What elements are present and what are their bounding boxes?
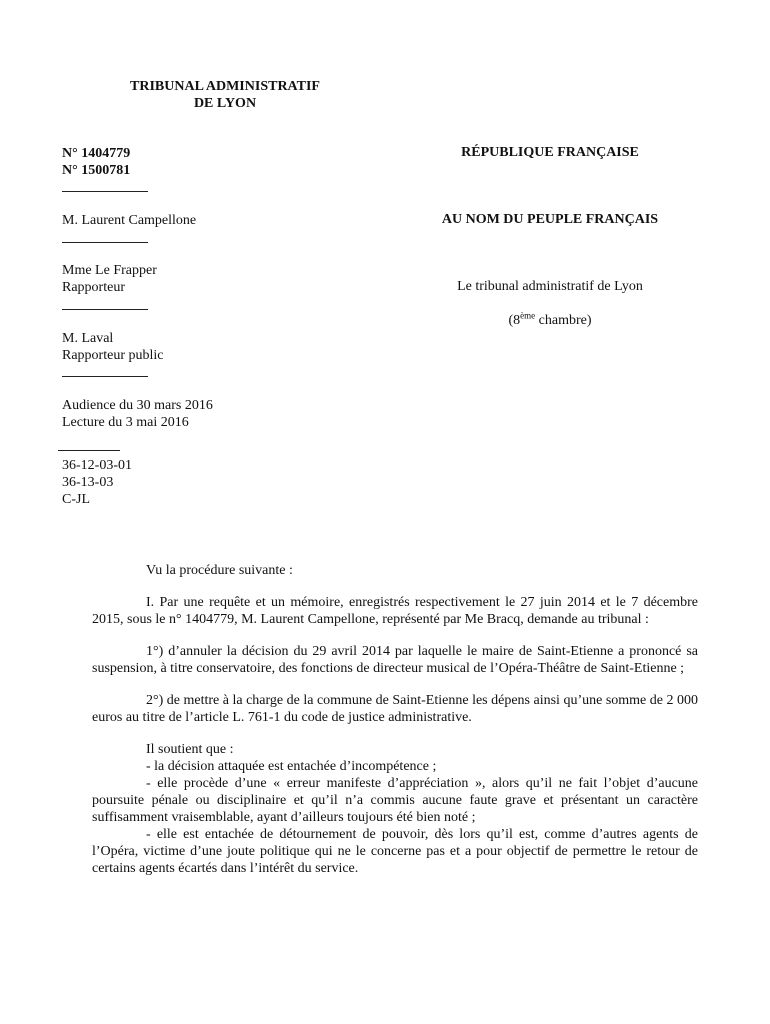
divider [62,191,148,192]
court-name-line2: DE LYON [193,96,257,111]
paragraph-claim-1: 1°) d’annuler la décision du 29 avril 2014 par laquelle le maire de Saint-Etienne a prononcé sa suspension, à titre conservatoire, des fonctions de directeur musical de l’Opéra-Théâtre de Saint-Etienne ; [92,644,698,676]
arguments-intro: Il soutient que : [146,742,234,757]
chamber-line [400,310,700,329]
code: C-JL [62,492,90,507]
case-numbers [62,145,130,179]
rapporteur-role: Rapporteur [62,280,125,295]
people-heading: AU NOM DU PEUPLE FRANÇAIS [441,212,659,227]
public-rapporteur-name: M. Laval [62,331,114,346]
public-rapporteur-block [62,330,163,364]
code: 36-13-03 [62,475,114,490]
code: 36-12-03-01 [62,458,132,473]
reading-date: Lecture du 3 mai 2016 [62,415,189,430]
chamber-superscript: ème [520,310,536,321]
divider [62,376,148,377]
divider [62,309,148,310]
paragraph-claim-2: 2°) de mettre à la charge de la commune de Saint-Etienne les dépens ainsi qu’une somme de 2 000 euros au titre de l’article L. 761-1 du code de justice administrative. [92,693,698,725]
case-number: N° 1500781 [62,163,131,178]
hearing-date: Audience du 30 mars 2016 [62,398,213,413]
divider [58,450,120,451]
rapporteur-block [62,262,157,296]
body-text [92,562,698,877]
chamber-suffix: chambre) [535,313,592,328]
argument-item: - elle est entachée de détournement de pouvoir, dès lors qu’il est, comme d’autres agents de l’Opéra, victime d’une joute politique qui ne le concerne pas et a pour objectif de permettre le retour de certains agents écartés dans l’intérêt du service. [92,827,698,876]
intro-paragraph: Vu la procédure suivante : [146,563,293,578]
paragraph-request: I. Par une requête et un mémoire, enregistrés respectivement le 27 juin 2014 et le 7 décembre 2015, sous le n° 1404779, M. Laurent Campellone, représenté par Me Bracq, demande au tribunal : [92,595,698,627]
classification-codes [62,457,132,508]
case-number: N° 1404779 [62,146,131,161]
hearing-block [62,397,213,431]
argument-item: - elle procède d’une « erreur manifeste d’appréciation », alors qu’il ne fait l’objet d’aucune poursuite pénale ou disciplinaire et qu’il n’a commis aucune faute grave et présentant un caractère suffisamment vraisemblable, ayant d’ailleurs toujours été bien noté ; [92,776,698,825]
tribunal-line: Le tribunal administratif de Lyon [457,279,643,294]
court-name-line1: TRIBUNAL ADMINISTRATIF [130,79,320,94]
argument-item: - la décision attaquée est entachée d’incompétence ; [146,759,437,774]
rapporteur-name: Mme Le Frapper [62,263,157,278]
court-name [100,78,350,112]
republic-heading: RÉPUBLIQUE FRANÇAISE [461,145,639,160]
public-rapporteur-role: Rapporteur public [62,348,164,363]
divider [62,242,148,243]
plaintiff-name: M. Laurent Campellone [62,213,197,228]
chamber-prefix: (8 [508,313,521,328]
